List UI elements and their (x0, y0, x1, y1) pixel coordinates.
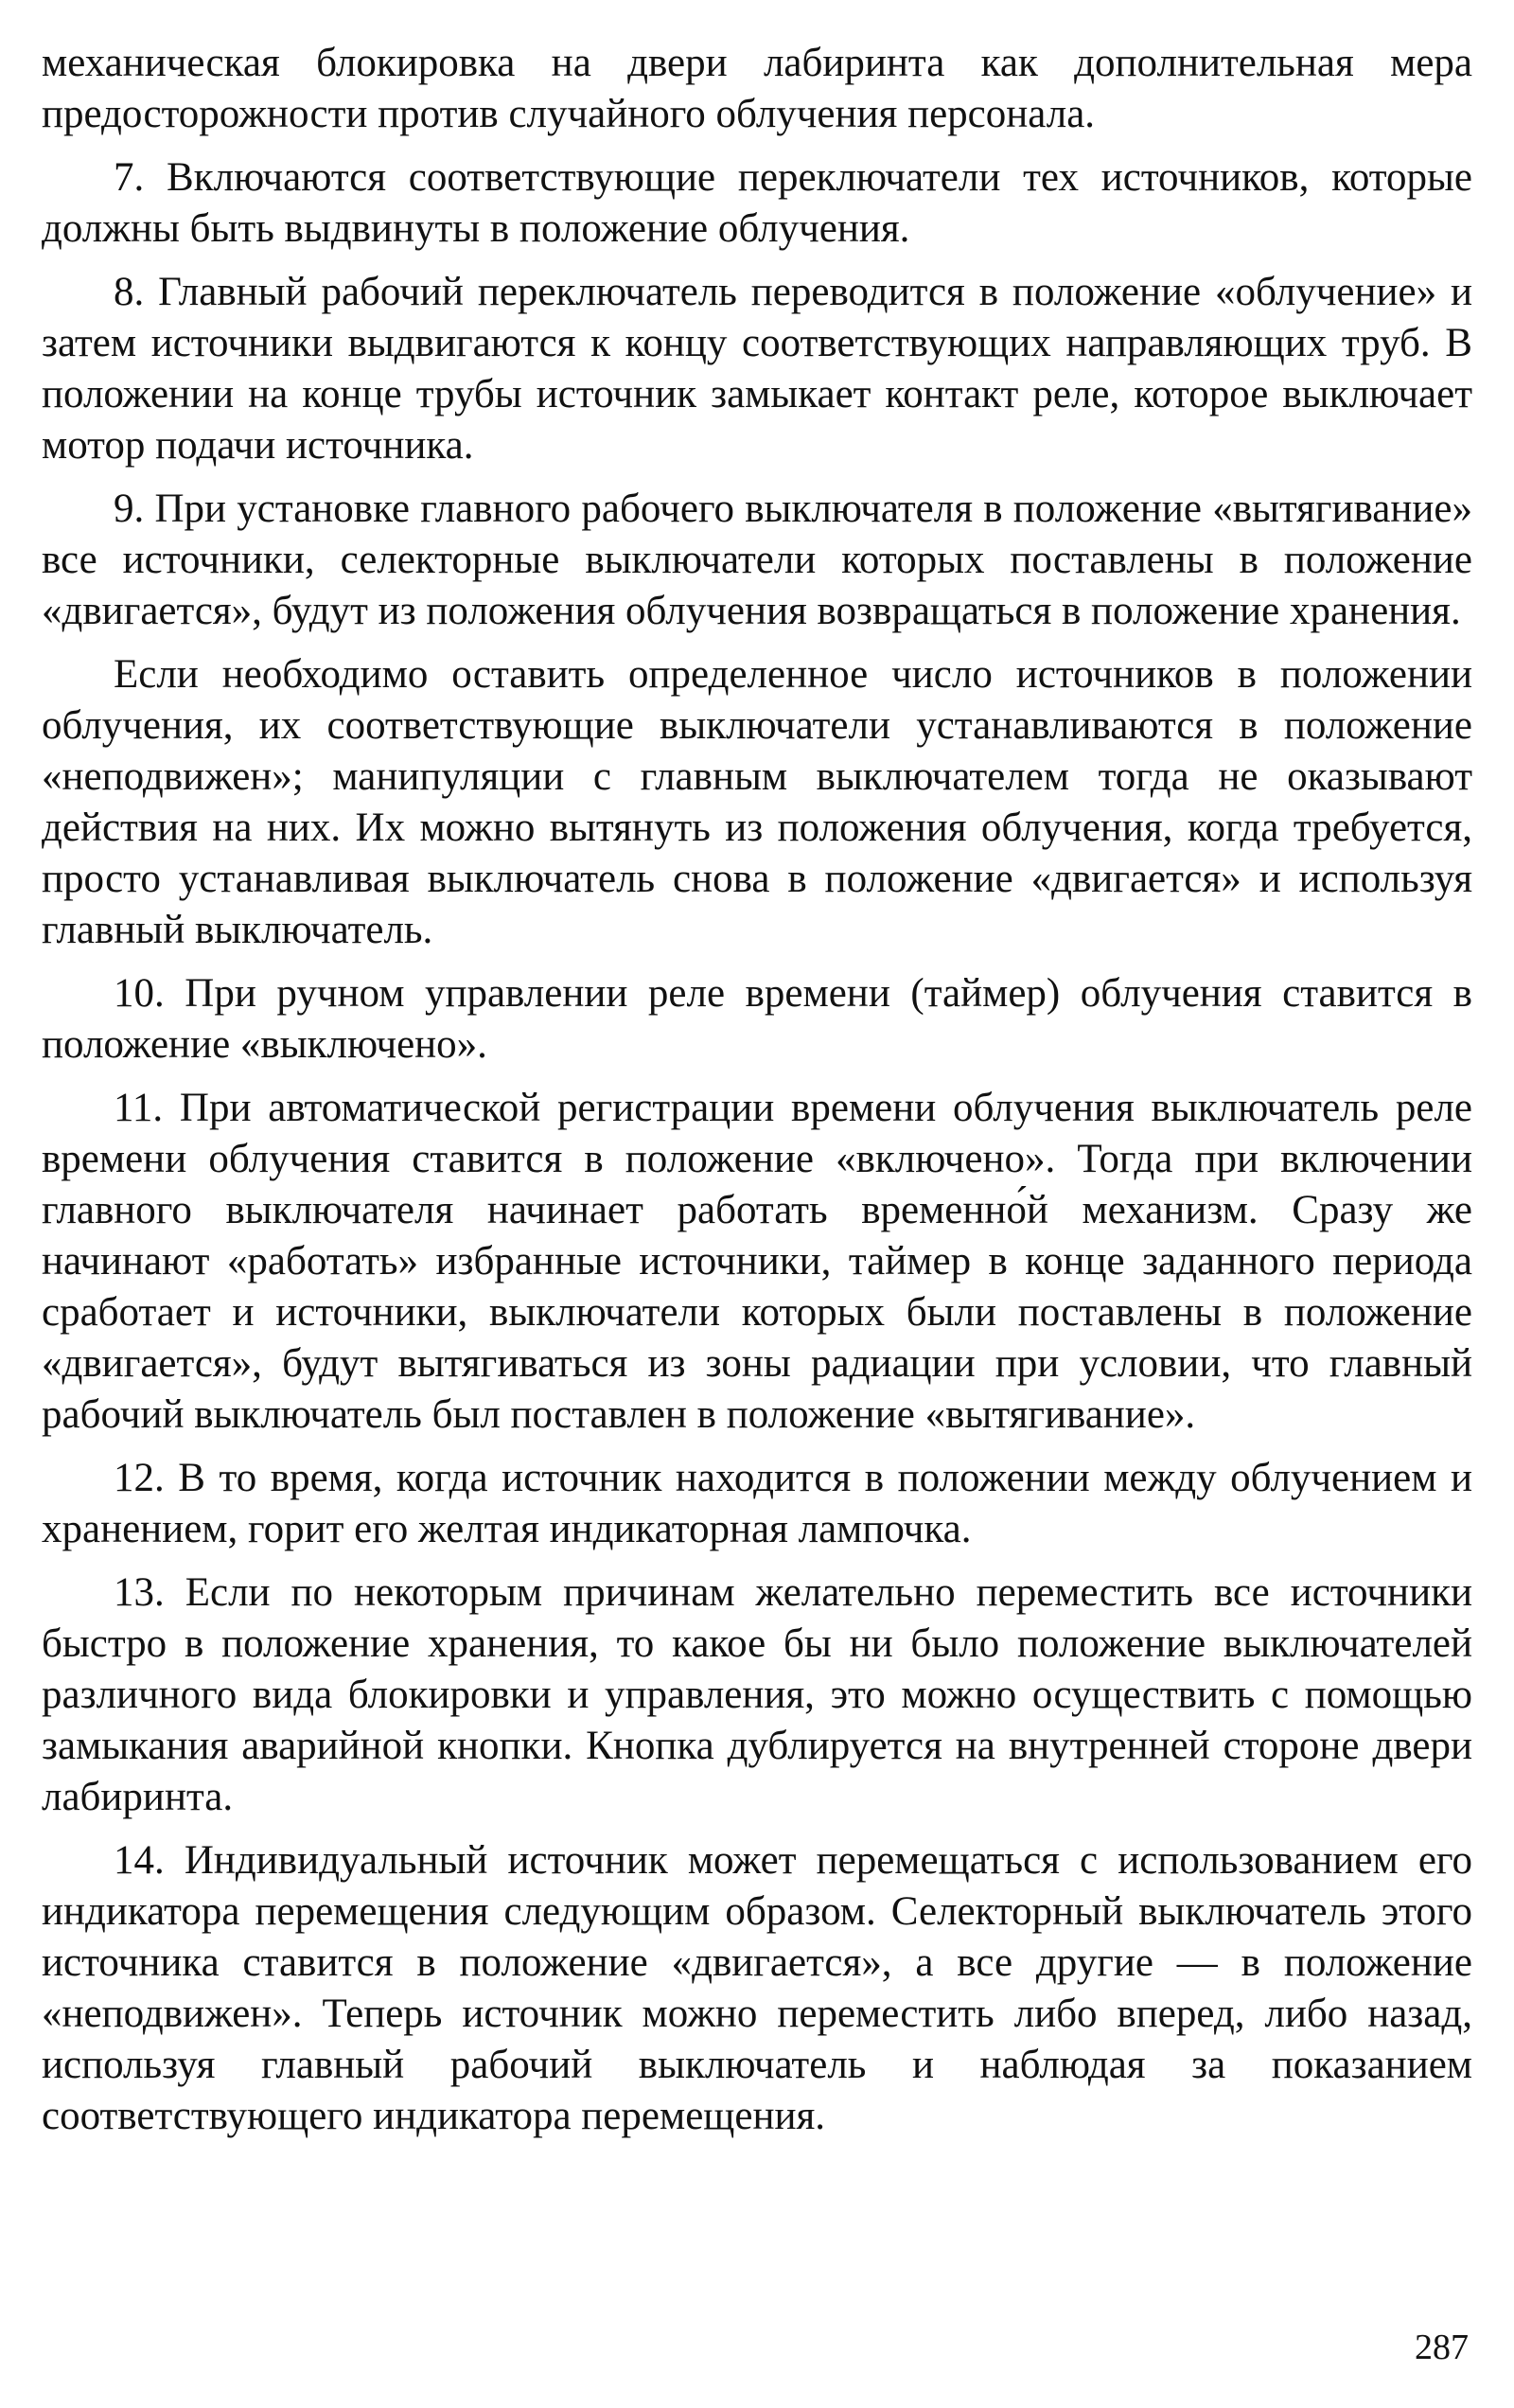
paragraph-item-14: 14. Индивидуальный источник может перемещаться с использованием его индикатора перемещения следующим образом. Селекторный выключатель этого источника ставится в положение «двигается», а все другие — в положение «неподвижен». Теперь источник можно переместить либо вперед, либо назад, используя главный рабочий выключатель и наблюдая за показанием соответствующего индикатора перемещения. (42, 1838, 1472, 2138)
paragraph-item-13: 13. Если по некоторым причинам желательно переместить все источники быстро в положение хранения, то какое бы ни было положение выключателей различного вида блокировки и управления, это можно осуществить с помощью замыкания аварийной кнопки. Кнопка дублируется на внутренней стороне двери лабиринта. (42, 1570, 1472, 1819)
paragraph-item-12: 12. В то время, когда источник находится в положении между облучением и хранением, горит его желтая индикаторная лампочка. (42, 1456, 1472, 1551)
page-number: 287 (1415, 2328, 1469, 2367)
paragraph-note: Если необходимо оставить определенное число источников в положении облучения, их соответствующие выключатели устанавливаются в положение «неподвижен»; манипуляции с главным выключателем тогда не оказывают действия на них. Их можно вытянуть из положения облучения, когда требуется, просто устанавливая выключатель снова в положение «двигается» и используя главный выключатель. (42, 652, 1472, 952)
paragraph-item-9: 9. При установке главного рабочего выключателя в положение «вытягивание» все источники, селекторные выключатели которых поставлены в положение «двигается», будут из положения облучения возвращаться в положение хранения. (42, 487, 1472, 633)
paragraph-item-11: 11. При автоматической регистрации времени облучения выключатель реле времени облучения ставится в положение «включено». Тогда при включении главного выключателя начинает работать временно́й механизм. Сразу же начинают «работать» избранные источники, таймер в конце заданного периода сработает и источники, выключатели которых были поставлены в положение «двигается», будут вытягиваться из зоны радиации при условии, что главный рабочий выключатель был поставлен в положение «вытягивание». (42, 1086, 1472, 1437)
paragraph-continuation: механическая блокировка на двери лабиринта как дополнительная мера предосторожности против случайного облучения персонала. (42, 41, 1472, 136)
paragraph-item-7: 7. Включаются соответствующие переключатели тех источников, которые должны быть выдвинуты в положение облучения. (42, 155, 1472, 251)
page-text (42, 38, 1472, 2154)
paragraph-item-8: 8. Главный рабочий переключатель переводится в положение «облучение» и затем источники выдвигаются к концу соответствующих направляющих труб. В положении на конце трубы источник замыкает контакт реле, которое выключает мотор подачи источника. (42, 270, 1472, 468)
paragraph-item-10: 10. При ручном управлении реле времени (таймер) облучения ставится в положение «выключено». (42, 971, 1472, 1067)
